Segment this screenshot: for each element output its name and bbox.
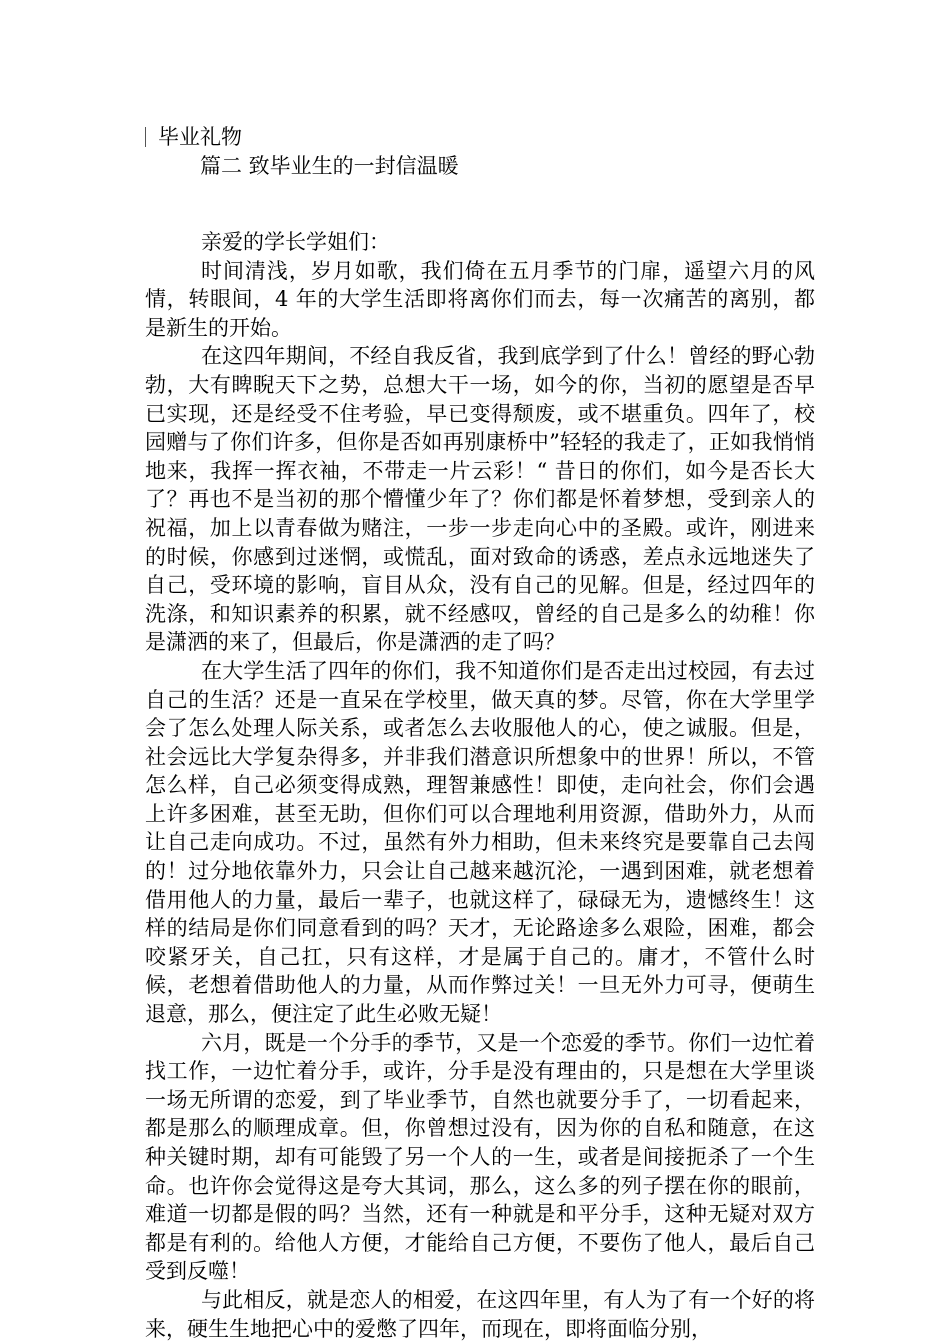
header-divider	[145, 127, 146, 147]
paragraph-2: 在这四年期间，不经自我反省，我到底学到了什么！曾经的野心勃勃，大有睥睨天下之势，总想大干一场，如今的你，当初的愿望是否早已实现，还是经受不住考验，早已变得颓废，或不堪重负。四年了，校园赠与了你们许多，但你是否如再别康桥中”轻轻的我走了，正如我悄悄地来，我挥一挥衣袖，不带走一片云彩！“ 昔日的你们，如今是否长大了？再也不是当初的那个懵懂少年了？你们都是怀着梦想，受到亲人的祝福，加上以青春做为赌注，一步一步走向心中的圣殿。或许，刚进来的时候，你感到过迷惘，或慌乱，面对致命的诱惑，差点永远地迷失了自己，受环境的影响，盲目从众，没有自己的见解。但是，经过四年的洗涤，和知识素养的积累，就不经感叹，曾经的自己是多么的幼稚！你是潇洒的来了，但最后，你是潇洒的走了吗？	[145, 344, 815, 655]
paragraph-5: 与此相反，就是恋人的相爱，在这四年里，有人为了有一个好的将来，硬生生地把心中的爱憋了四年，而现在，即将面临分别，	[145, 1287, 815, 1341]
document-body	[145, 228, 815, 1343]
document-subtitle: 篇二 致毕业生的一封信温暖	[200, 154, 459, 178]
header-title	[145, 124, 242, 150]
paragraph-1: 时间清浅，岁月如歌，我们倚在五月季节的门扉，遥望六月的风情，转眼间，4 年的大学生活即将离你们而去，每一次痛苦的离别，都是新生的开始。	[145, 258, 815, 340]
greeting: 亲爱的学长学姐们：	[201, 230, 390, 254]
header-text: 毕业礼物	[158, 125, 242, 149]
paragraph-3: 在大学生活了四年的你们，我不知道你们是否走出过校园，有去过自己的生活？还是一直呆在学校里，做天真的梦。尽管，你在大学里学会了怎么处理人际关系，或者怎么去收服他人的心，使之诚服。但是，社会远比大学复杂得多，并非我们潜意识所想象中的世界！所以，不管怎么样，自己必须变得成熟，理智兼感性！即使，走向社会，你们会遇上许多困难，甚至无助，但你们可以合理地利用资源，借助外力，从而让自己走向成功。不过，虽然有外力相助，但未来终究是要靠自己去闯的！过分地依靠外力，只会让自己越来越沉沦，一遇到困难，就老想着借用他人的力量，最后一辈子，也就这样了，碌碌无为，遗憾终生！这样的结局是你们同意看到的吗？天才，无论路途多么艰险，困难，都会咬紧牙关，自己扛，只有这样，才是属于自己的。庸才，不管什么时候，老想着借助他人的力量，从而作弊过关！一旦无外力可寻，便萌生退意，那么，便注定了此生必败无疑！	[145, 658, 815, 1027]
paragraph-4: 六月，既是一个分手的季节，又是一个恋爱的季节。你们一边忙着找工作，一边忙着分手，或许，分手是没有理由的，只是想在大学里谈一场无所谓的恋爱，到了毕业季节，自然也就要分手了，一切看起来，都是那么的顺理成章。但，你曾想过没有，因为你的自私和随意，在这种关键时期，却有可能毁了另一个人的一生，或者是间接扼杀了一个生命。也许你会觉得这是夸大其词，那么，这么多的列子摆在你的眼前，难道一切都是假的吗？当然，还有一种就是和平分手，这种无疑对双方都是有利的。给他人方便，才能给自己方便，不要伤了他人，最后自己受到反噬！	[145, 1030, 815, 1284]
